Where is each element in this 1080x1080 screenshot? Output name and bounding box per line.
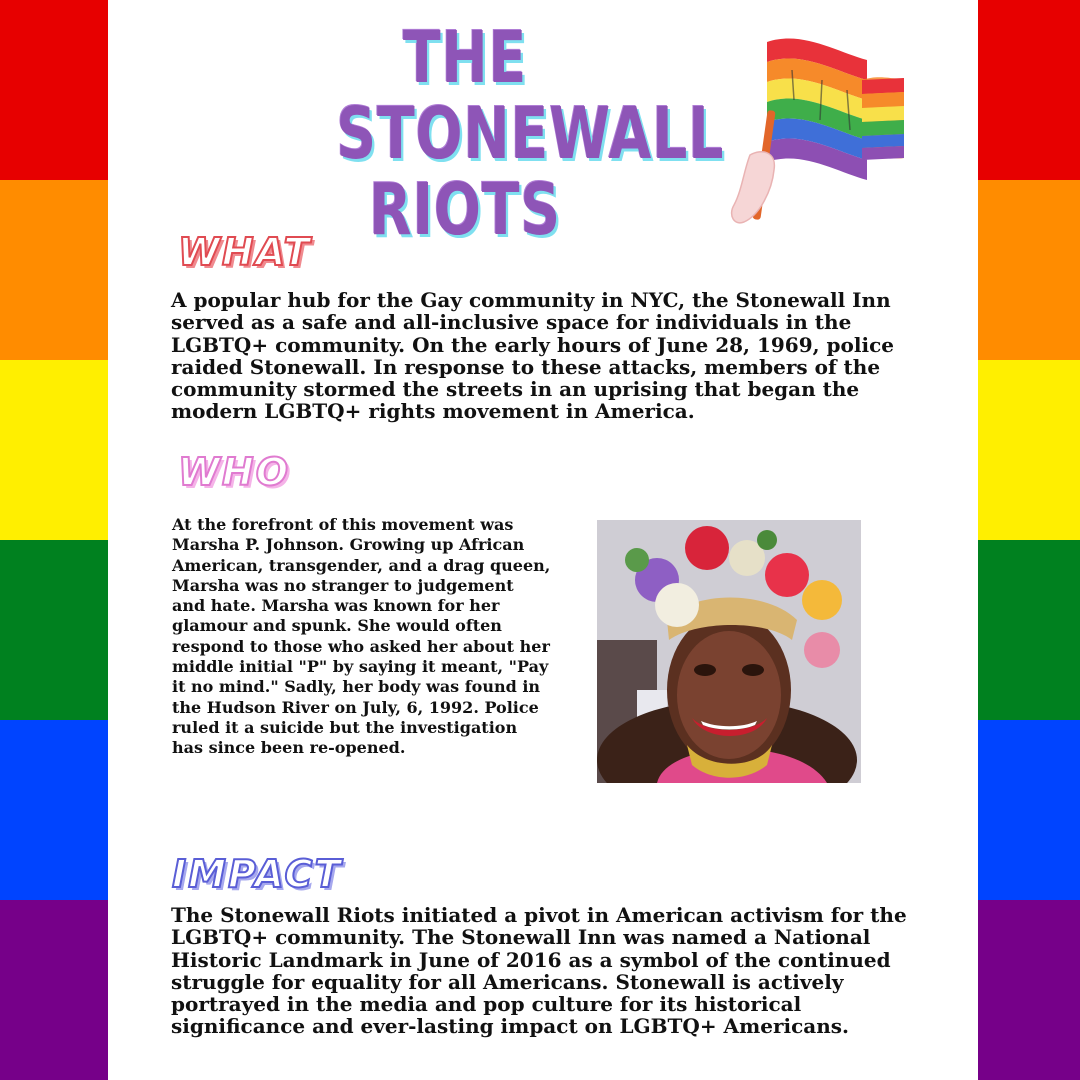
section-heading-who: WHO	[178, 450, 291, 494]
title-line-1: THE	[402, 16, 528, 99]
rainbow-border-left	[0, 0, 108, 1080]
stripe-green	[0, 540, 108, 720]
stripe-green	[978, 540, 1080, 720]
stripe-blue	[978, 720, 1080, 900]
stripe-orange	[978, 180, 1080, 360]
section-heading-impact: IMPACT	[172, 852, 343, 896]
stripe-yellow	[978, 360, 1080, 540]
section-body-what: A popular hub for the Gay community in NYC, the Stonewall Inn served as a safe and all-inclusive space for individuals in the LGBTQ+ community. On the early hours of June 28, 1969, police raided Stonewall. In response to these attacks, members of the community stormed the streets in an uprising that began the modern LGBTQ+ rights movement in America.	[171, 288, 894, 424]
hand	[732, 152, 775, 223]
stripe-red	[0, 0, 108, 180]
flag-cloth	[767, 38, 904, 180]
section-heading-what: WHAT	[178, 230, 312, 274]
portrait-photo	[597, 520, 861, 783]
stripe-red	[978, 0, 1080, 180]
title-line-3: RIOTS	[369, 168, 561, 251]
section-body-who: At the forefront of this movement was Marsha P. Johnson. Growing up African American, transgender, and a drag queen, Marsha was no stranger to judgement and hate. Marsha was known for her glamour and spunk. She would often respond to those who asked her about her middle initial "P" by saying it meant, "Pay it no mind." Sadly, her body was found in the Hudson River on July, 6, 1992. Police ruled it a suicide but the investigation has since been re-opened.	[172, 515, 551, 758]
section-body-impact: The Stonewall Riots initiated a pivot in American activism for the LGBTQ+ community. The Stonewall Inn was named a National Historic Landmark in June of 2016 as a symbol of the continued struggle for equality for all Americans. Stonewall is actively portrayed in the media and pop culture for its historical significance and ever-lasting impact on LGBTQ+ Americans.	[171, 903, 907, 1039]
pride-flag-icon	[722, 30, 907, 230]
stripe-purple	[0, 900, 108, 1080]
rainbow-border-right	[978, 0, 1080, 1080]
stripe-orange	[0, 180, 108, 360]
stripe-blue	[0, 720, 108, 900]
stripe-purple	[978, 900, 1080, 1080]
stripe-yellow	[0, 360, 108, 540]
page-title	[336, 16, 725, 251]
title-line-2: STONEWALL	[336, 92, 725, 175]
